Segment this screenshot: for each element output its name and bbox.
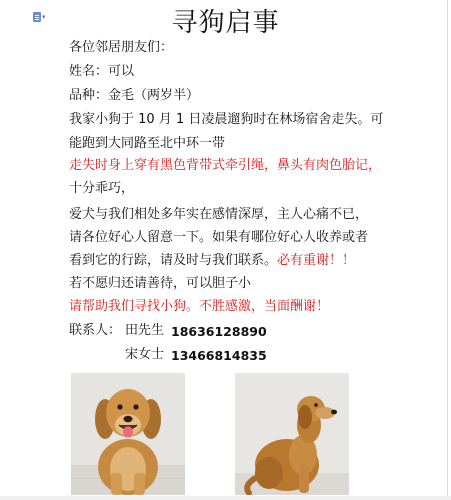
plea-line-3 bbox=[69, 253, 355, 269]
chevron-down-icon: ▾ bbox=[42, 12, 46, 21]
contact-label: 联系人： bbox=[69, 323, 122, 338]
greeting-line: 各位邻居朋友们： bbox=[69, 40, 174, 55]
feature-line-1: 走失时身上穿有黑色背带式牵引绳，鼻头有肉色胎记， bbox=[69, 158, 382, 173]
plea-line-2: 请各位好心人留意一下。如果有哪位好心人收养或者 bbox=[69, 230, 369, 245]
thanks-line: 请帮助我们寻找小狗。不胜感激，当面酬谢！ bbox=[69, 299, 330, 314]
contact-name-2: 宋女士 bbox=[125, 347, 165, 362]
contact-name-1: 田先生 bbox=[125, 323, 165, 338]
dog-photo-front bbox=[71, 373, 185, 495]
dog-name-line: 姓名：可以 bbox=[69, 64, 135, 79]
contact-phone-1[interactable]: 18636128890 bbox=[171, 324, 267, 339]
plea-line-3-text: 看到它的行踪，请及时与我们联系。 bbox=[69, 253, 278, 268]
dog-breed-line: 品种：金毛（两岁半） bbox=[69, 88, 200, 103]
plea-line-4: 若不愿归还请善待，可以胆子小 bbox=[69, 276, 252, 291]
story-line-1: 我家小狗于 10 月 1 日凌晨遛狗时在林场宿舍走失。可 bbox=[69, 112, 384, 127]
story-line-2: 能跑到大同路至北中环一带 bbox=[69, 136, 226, 151]
page-title: 寻狗启事 bbox=[171, 8, 280, 38]
contact-phone-2[interactable]: 13466814835 bbox=[171, 348, 267, 363]
dog-photo-side bbox=[235, 373, 349, 495]
feature-line-2: 十分乖巧， bbox=[69, 181, 135, 196]
dog-side-illustration bbox=[235, 373, 349, 495]
dog-front-illustration bbox=[71, 373, 185, 495]
bottom-edge bbox=[0, 496, 451, 500]
reward-text: 必有重谢！！ bbox=[277, 253, 356, 268]
plea-line-1: 爱犬与我们相处多年实在感情深厚，主人心痛不已， bbox=[69, 207, 369, 222]
